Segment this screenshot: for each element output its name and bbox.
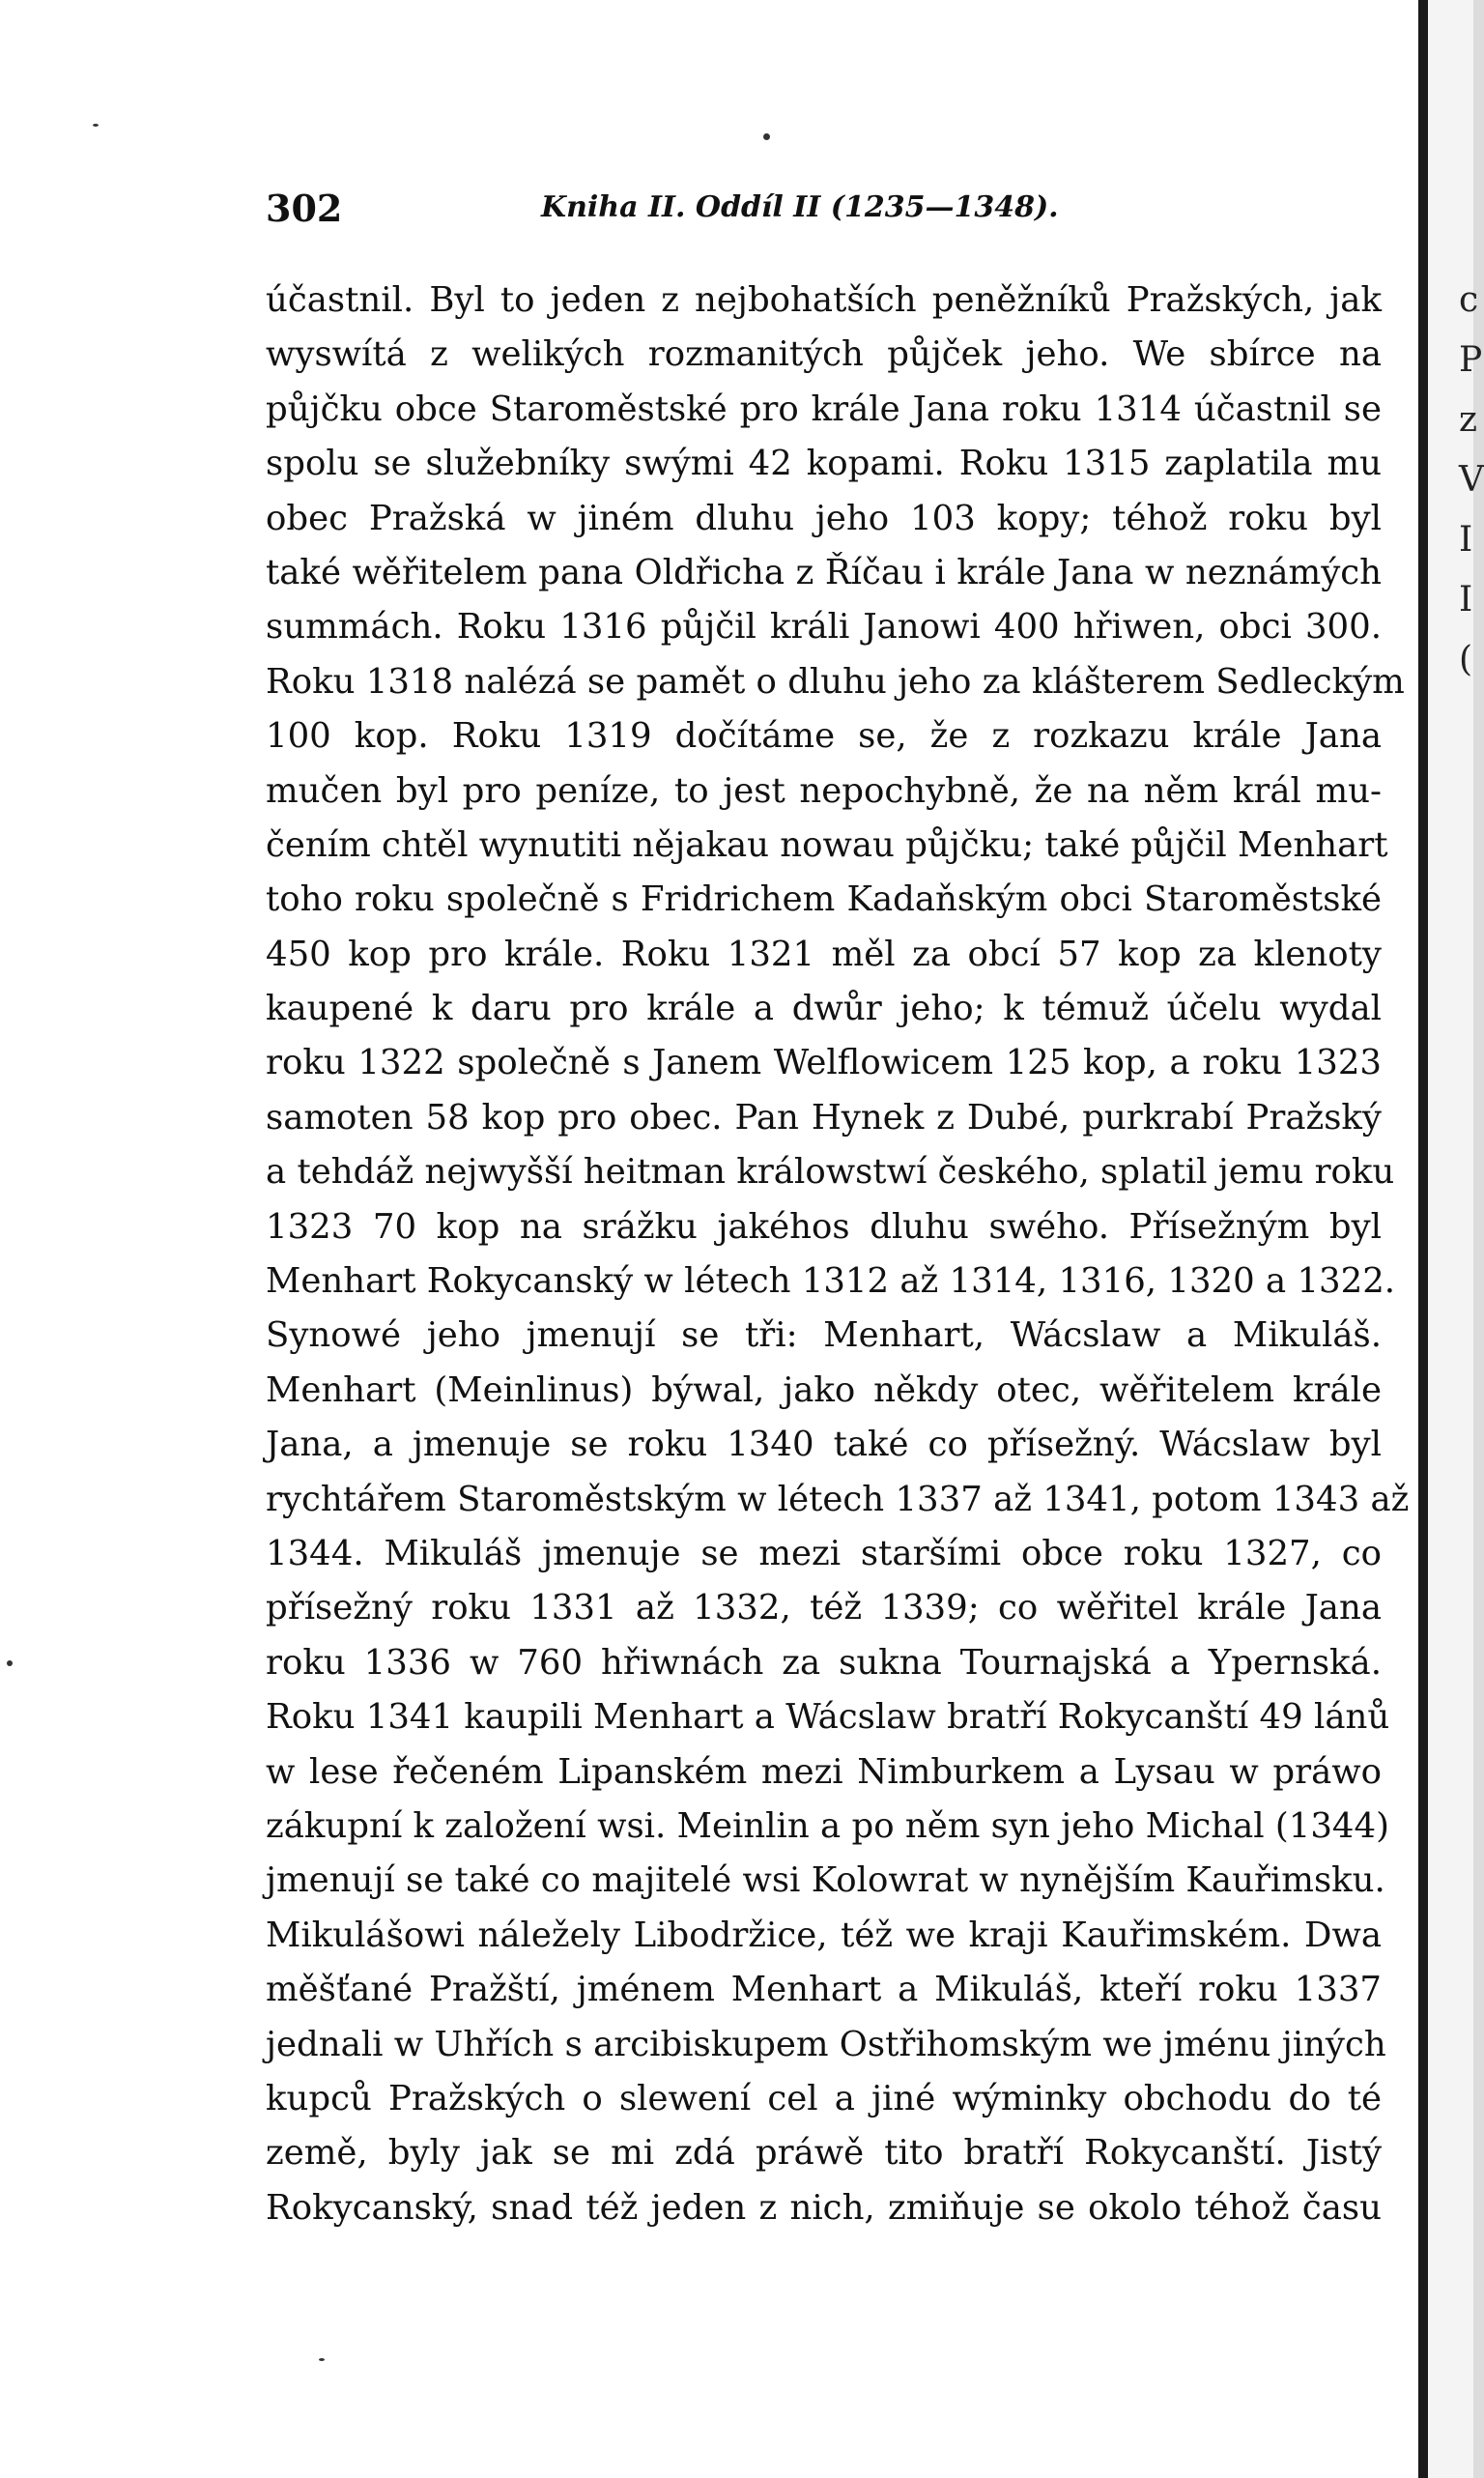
page-number: 302 <box>266 187 343 230</box>
text-line: Roku 1341 kaupili Menhart a Wácslaw bratří Rokycanští 49 lánů <box>266 1697 1390 1738</box>
text-line: 100 kop. Roku 1319 dočítáme se, že z rozkazu krále Jana <box>266 716 1382 757</box>
text-line: summách. Roku 1316 půjčil králi Janowi 400 hřiwen, obci 300. <box>266 607 1382 648</box>
text-line: 1323 70 kop na srážku jakéhos dluhu swého. Přísežným byl <box>266 1206 1382 1247</box>
text-line: roku 1322 společně s Janem Welflowicem 125 kop, a roku 1323 <box>266 1043 1382 1083</box>
adjacent-page-fragment <box>1459 271 1484 690</box>
margin-char: ( <box>1459 640 1473 679</box>
text-line: 1344. Mikuláš jmenuje se mezi staršími obce roku 1327, co <box>266 1533 1382 1573</box>
text-line: kaupené k daru pro krále a dwůr jeho; k témuž účelu wydal <box>266 989 1382 1029</box>
text-line: Menhart Rokycanský w létech 1312 až 1314, 1316, 1320 a 1322. <box>266 1261 1396 1302</box>
text-line: Menhart (Meinlinus) býwal, jako někdy otec, wěřitelem krále <box>266 1369 1382 1410</box>
margin-char: z <box>1459 400 1477 440</box>
text-line: čením chtěl wynutiti nějakau nowau půjčku; také půjčil Menhart <box>266 824 1388 865</box>
text-line: Jana, a jmenuje se roku 1340 také co přísežný. Wácslaw byl <box>266 1425 1382 1465</box>
margin-char: I <box>1459 520 1473 560</box>
body-text <box>266 274 1410 2235</box>
running-header <box>266 187 1382 235</box>
print-speck <box>763 133 770 140</box>
text-line: Roku 1318 nalézá se pamět o dluhu jeho za klášterem Sedleckým <box>266 661 1405 702</box>
text-line: 450 kop pro krále. Roku 1321 měl za obcí 57 kop za klenoty <box>266 934 1382 974</box>
text-line: samoten 58 kop pro obec. Pan Hynek z Dubé, purkrabí Pražský <box>266 1097 1382 1138</box>
print-speck <box>7 1660 13 1666</box>
text-line: kupců Pražských o slewení cel a jiné wýminky obchodu do té <box>266 2078 1382 2118</box>
text-line: obec Pražská w jiném dluhu jeho 103 kopy; téhož roku byl <box>266 498 1382 538</box>
text-line: Rokycanský, snad též jeden z nich, zmiňuje se okolo téhož času <box>266 2187 1382 2228</box>
margin-char: P <box>1459 340 1483 380</box>
text-line: mučen byl pro peníze, to jest nepochybně, že na něm král mu- <box>266 770 1382 811</box>
text-line: jmenují se také co majitelé wsi Kolowrat w nynějším Kauřimsku. <box>266 1860 1385 1901</box>
text-line: měšťané Pražští, jménem Menhart a Mikuláš, kteří roku 1337 <box>266 1970 1382 2010</box>
text-line: roku 1336 w 760 hřiwnách za sukna Tournajská a Ypernská. <box>266 1642 1382 1683</box>
text-line: spolu se služebníky swými 42 kopami. Roku 1315 zaplatila mu <box>266 444 1382 484</box>
print-speck <box>319 2358 325 2361</box>
text-line: zákupní k založení wsi. Meinlin a po něm syn jeho Michal (1344) <box>266 1805 1389 1846</box>
margin-char: c <box>1459 280 1479 320</box>
print-speck <box>93 124 99 127</box>
text-line: a tehdáž nejwyšší heitman králowstwí českého, splatil jemu roku <box>266 1152 1395 1193</box>
text-line: rychtářem Staroměstským w létech 1337 až 1341, potom 1343 až <box>266 1479 1410 1519</box>
text-line: také wěřitelem pana Oldřicha z Říčau i krále Jana w neznámých <box>266 552 1382 592</box>
text-line: Synowé jeho jmenují se tři: Menhart, Wácslaw a Mikuláš. <box>266 1315 1382 1356</box>
text-line: wyswítá z welikých rozmanitých půjček jeho. We sbírce na <box>266 334 1382 375</box>
text-line: toho roku společně s Fridrichem Kadaňským obci Staroměstské <box>266 879 1382 920</box>
margin-char: I <box>1459 580 1473 620</box>
text-line: Mikulášowi náležely Libodržice, též we kraji Kauřimském. Dwa <box>266 1915 1382 1955</box>
text-line: půjčku obce Staroměstské pro krále Jana roku 1314 účastnil se <box>266 389 1382 429</box>
text-line: přísežný roku 1331 až 1332, též 1339; co wěřitel krále Jana <box>266 1588 1382 1628</box>
margin-char: V <box>1459 460 1484 500</box>
running-title: Kniha II. Oddíl II (1235—1348). <box>541 190 1059 224</box>
text-line: účastnil. Byl to jeden z nejbohatších peněžníků Pražských, jak <box>266 280 1382 320</box>
text-line: w lese řečeném Lipanském mezi Nimburkem a Lysau w práwo <box>266 1751 1382 1792</box>
text-line: země, byly jak se mi zdá práwě tito bratří Rokycanští. Jistý <box>266 2133 1382 2174</box>
text-line: jednali w Uhřích s arcibiskupem Ostřihomským we jménu jiných <box>266 2024 1386 2064</box>
